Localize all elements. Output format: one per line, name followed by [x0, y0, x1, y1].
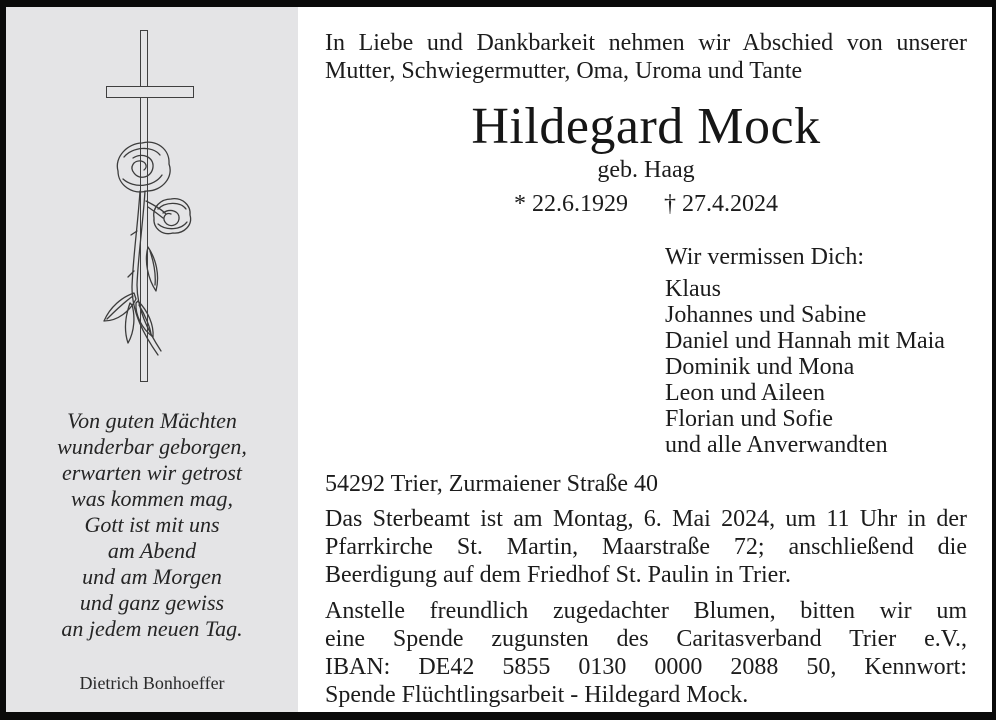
service-paragraph [325, 505, 967, 589]
mourner-line: Johannes und Sabine [665, 302, 867, 328]
address-line: 54292 Trier, Zurmaiener Straße 40 [325, 471, 658, 497]
donation-paragraph [325, 597, 967, 709]
poem-line: am Abend [107, 538, 197, 563]
memorial-poem [6, 408, 298, 642]
deceased-name: Hildegard Mock [471, 98, 821, 155]
intro-line: In Liebe und Dankbarkeit nehmen wir Abschied von unserer [325, 30, 967, 56]
death-date: † 27.4.2024 [664, 191, 778, 217]
mourner-line: Daniel und Hannah mit Maia [665, 328, 945, 354]
intro-line: Mutter, Schwiegermutter, Oma, Uroma und Tante [325, 58, 803, 84]
donation-line: IBAN: DE42 5855 0130 0000 2088 50, Kennwort: [325, 654, 967, 680]
poem-line: an jedem neuen Tag. [61, 616, 243, 641]
mourner-line: und alle Anverwandten [665, 432, 888, 458]
maiden-name: geb. Haag [597, 157, 695, 183]
memorial-sidebar [6, 7, 298, 712]
service-line: Pfarrkirche St. Martin, Maarstraße 72; anschließend die [325, 534, 967, 560]
mourner-line: Florian und Sofie [665, 406, 833, 432]
mourner-line: Dominik und Mona [665, 354, 855, 380]
poem-line: und am Morgen [82, 564, 222, 589]
life-dates [325, 191, 967, 217]
poem-line: erwarten wir getrost [61, 460, 243, 485]
poem-line: wunderbar geborgen, [57, 434, 247, 459]
donation-line: Spende Flüchtlingsarbeit - Hildegard Mock. [325, 682, 749, 708]
mourner-line: Klaus [665, 276, 721, 302]
farewell-heading: Wir vermissen Dich: [665, 244, 864, 270]
poem-line: Gott ist mit uns [84, 512, 220, 537]
mourner-line: Leon und Aileen [665, 380, 825, 406]
intro-paragraph [325, 29, 967, 85]
service-line: Beerdigung auf dem Friedhof St. Paulin in Trier. [325, 562, 791, 588]
service-line: Das Sterbeamt ist am Montag, 6. Mai 2024, um 11 Uhr in der [325, 506, 967, 532]
poem-line: was kommen mag, [71, 486, 233, 511]
poem-author: Dietrich Bonhoeffer [79, 673, 225, 693]
birth-date: * 22.6.1929 [514, 191, 628, 217]
poem-line: und ganz gewiss [79, 590, 225, 615]
roses-icon [90, 131, 220, 381]
farewell-block [665, 244, 967, 458]
cross-crossbar-icon [106, 86, 194, 98]
donation-line: Anstelle freundlich zugedachter Blumen, bitten wir um [325, 598, 967, 624]
poem-line: Von guten Mächten [67, 408, 237, 433]
notice-content [298, 7, 992, 712]
donation-line: eine Spende zugunsten des Caritasverband Trier e.V., [325, 626, 967, 652]
mourners-list [665, 276, 967, 458]
